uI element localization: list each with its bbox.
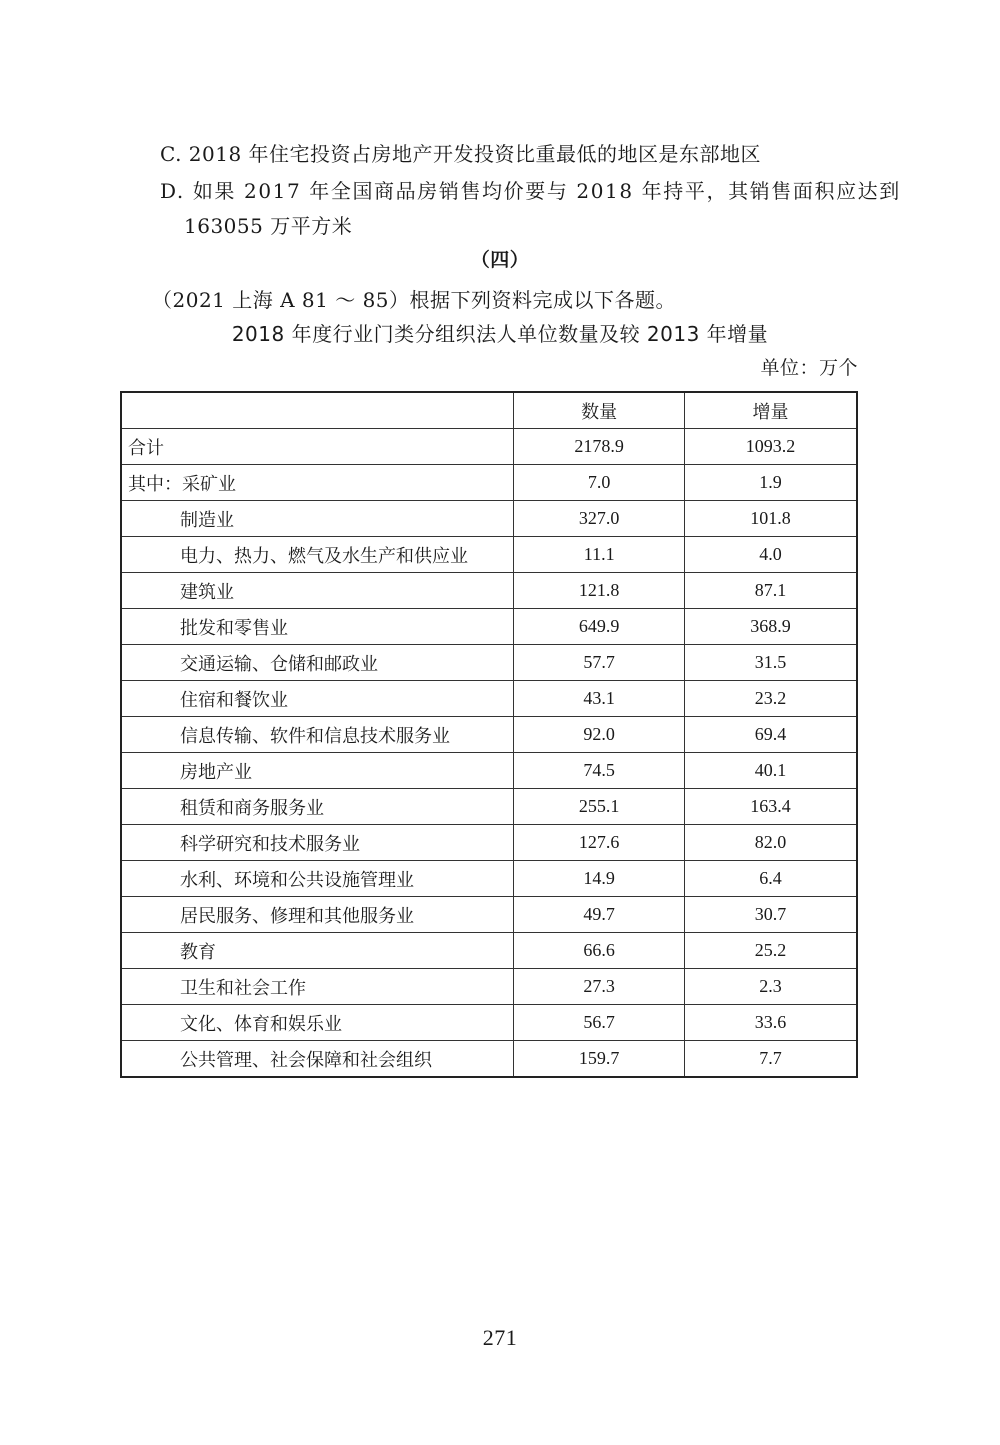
table-row: [121, 825, 857, 861]
row-count: 74.5: [514, 753, 685, 789]
table-row: [121, 609, 857, 645]
row-increase: 40.1: [684, 753, 857, 789]
header-category: [121, 392, 514, 429]
table-row: [121, 501, 857, 537]
row-increase: 2.3: [684, 969, 857, 1005]
row-count: 7.0: [514, 465, 685, 501]
row-increase: 25.2: [684, 933, 857, 969]
option-d-continuation: 163055 万平方米: [184, 214, 353, 238]
option-d: D. 如果 2017 年全国商品房销售均价要与 2018 年持平，其销售面积应达到: [160, 179, 901, 203]
row-count: 649.9: [514, 609, 685, 645]
row-increase: 82.0: [684, 825, 857, 861]
row-count: 49.7: [514, 897, 685, 933]
row-increase: 33.6: [684, 1005, 857, 1041]
row-increase: 87.1: [684, 573, 857, 609]
table-row: [121, 753, 857, 789]
row-label: 科学研究和技术服务业: [121, 825, 514, 861]
row-count: 159.7: [514, 1041, 685, 1078]
row-increase: 163.4: [684, 789, 857, 825]
row-increase: 23.2: [684, 681, 857, 717]
row-label: 居民服务、修理和其他服务业: [121, 897, 514, 933]
row-count: 255.1: [514, 789, 685, 825]
row-count: 43.1: [514, 681, 685, 717]
table-row: [121, 969, 857, 1005]
table-row: [121, 1041, 857, 1078]
header-count: 数量: [514, 392, 685, 429]
row-increase: 101.8: [684, 501, 857, 537]
row-label: 信息传输、软件和信息技术服务业: [121, 717, 514, 753]
table-row: [121, 537, 857, 573]
table-row: [121, 1005, 857, 1041]
row-increase: 6.4: [684, 861, 857, 897]
row-label: 卫生和社会工作: [121, 969, 514, 1005]
table-row: [121, 645, 857, 681]
row-count: 11.1: [514, 537, 685, 573]
row-increase: 368.9: [684, 609, 857, 645]
row-label: 公共管理、社会保障和社会组织: [121, 1041, 514, 1078]
table-row: [121, 681, 857, 717]
row-increase: 7.7: [684, 1041, 857, 1078]
row-count: 327.0: [514, 501, 685, 537]
row-label: 住宿和餐饮业: [121, 681, 514, 717]
table-row: [121, 717, 857, 753]
header-increase: 增量: [684, 392, 857, 429]
table-row: [121, 429, 857, 465]
row-increase: 4.0: [684, 537, 857, 573]
table-header-row: [121, 392, 857, 429]
row-label: 其中：采矿业: [121, 465, 514, 501]
unit-label: 单位：万个: [760, 357, 858, 379]
row-increase: 1093.2: [684, 429, 857, 465]
row-label: 建筑业: [121, 573, 514, 609]
row-count: 121.8: [514, 573, 685, 609]
row-increase: 69.4: [684, 717, 857, 753]
table-row: [121, 789, 857, 825]
row-increase: 30.7: [684, 897, 857, 933]
row-label: 批发和零售业: [121, 609, 514, 645]
table-row: [121, 861, 857, 897]
row-label: 房地产业: [121, 753, 514, 789]
row-count: 127.6: [514, 825, 685, 861]
row-label: 电力、热力、燃气及水生产和供应业: [121, 537, 514, 573]
table-row: [121, 465, 857, 501]
industry-table: [120, 391, 858, 1078]
row-count: 57.7: [514, 645, 685, 681]
row-count: 2178.9: [514, 429, 685, 465]
row-count: 66.6: [514, 933, 685, 969]
table-row: [121, 573, 857, 609]
row-count: 56.7: [514, 1005, 685, 1041]
table-row: [121, 897, 857, 933]
row-count: 14.9: [514, 861, 685, 897]
section-heading: （四）: [470, 249, 530, 271]
row-label: 水利、环境和公共设施管理业: [121, 861, 514, 897]
row-label: 租赁和商务服务业: [121, 789, 514, 825]
row-count: 27.3: [514, 969, 685, 1005]
table-title: 2018 年度行业门类分组织法人单位数量及较 2013 年增量: [231, 322, 769, 346]
row-count: 92.0: [514, 717, 685, 753]
row-label: 交通运输、仓储和邮政业: [121, 645, 514, 681]
row-increase: 31.5: [684, 645, 857, 681]
row-increase: 1.9: [684, 465, 857, 501]
row-label: 教育: [121, 933, 514, 969]
page-number: 271: [482, 1325, 518, 1350]
row-label: 文化、体育和娱乐业: [121, 1005, 514, 1041]
question-intro: （2021 上海 A 81 ～ 85）根据下列资料完成以下各题。: [152, 288, 677, 312]
row-label: 合计: [121, 429, 514, 465]
table-row: [121, 933, 857, 969]
row-label: 制造业: [121, 501, 514, 537]
option-c: C. 2018 年住宅投资占房地产开发投资比重最低的地区是东部地区: [160, 142, 762, 166]
